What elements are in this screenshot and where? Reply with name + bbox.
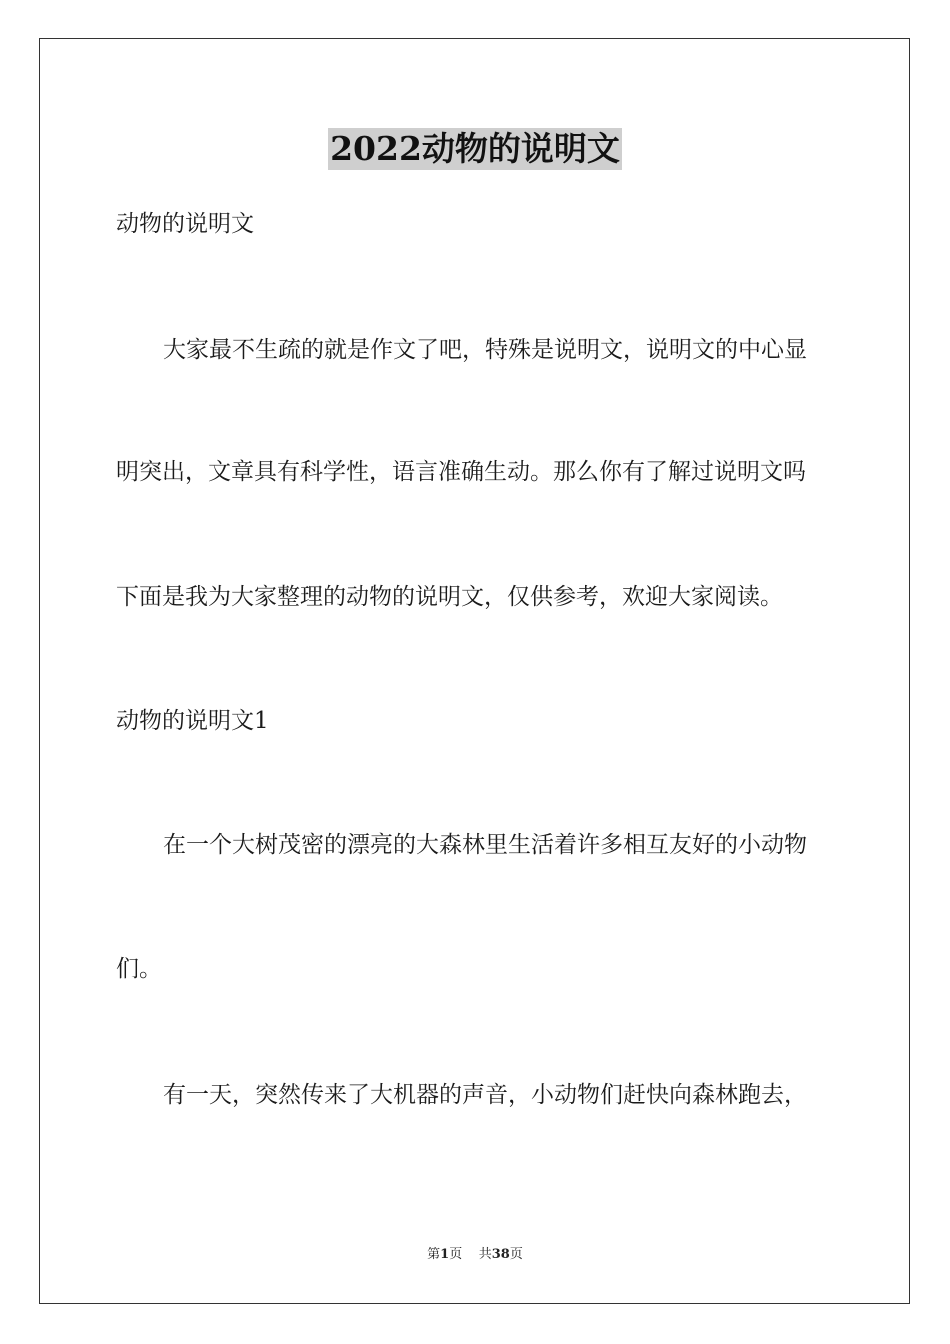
footer-page-suffix: 页 xyxy=(449,1247,463,1262)
footer-page-prefix: 第 xyxy=(427,1247,441,1262)
document-title: 2022动物的说明文 xyxy=(330,129,620,168)
paragraph-line-6: 有一天，突然传来了大机器的声音，小动物们赶快向森林跑去， xyxy=(163,1082,807,1108)
footer-total-pages: 38 xyxy=(491,1247,510,1262)
paragraph-line-3: 下面是我为大家整理的动物的说明文，仅供参考，欢迎大家阅读。 xyxy=(116,584,783,610)
section-heading-1: 动物的说明文1 xyxy=(116,708,269,734)
footer-total-prefix: 共 xyxy=(478,1247,492,1262)
footer-total-suffix: 页 xyxy=(509,1247,523,1262)
paragraph-line-2: 明突出，文章具有科学性，语言准确生动。那么你有了解过说明文吗 xyxy=(116,459,806,485)
subtitle-line: 动物的说明文 xyxy=(116,211,254,237)
paragraph-line-4: 在一个大树茂密的漂亮的大森林里生活着许多相互友好的小动物 xyxy=(163,832,807,858)
title-container xyxy=(0,128,950,170)
paragraph-line-1: 大家最不生疏的就是作文了吧，特殊是说明文，说明文的中心显 xyxy=(163,337,807,363)
footer-page-number: 1 xyxy=(440,1247,450,1262)
paragraph-line-5: 们。 xyxy=(116,956,162,982)
page-footer xyxy=(0,1246,950,1264)
